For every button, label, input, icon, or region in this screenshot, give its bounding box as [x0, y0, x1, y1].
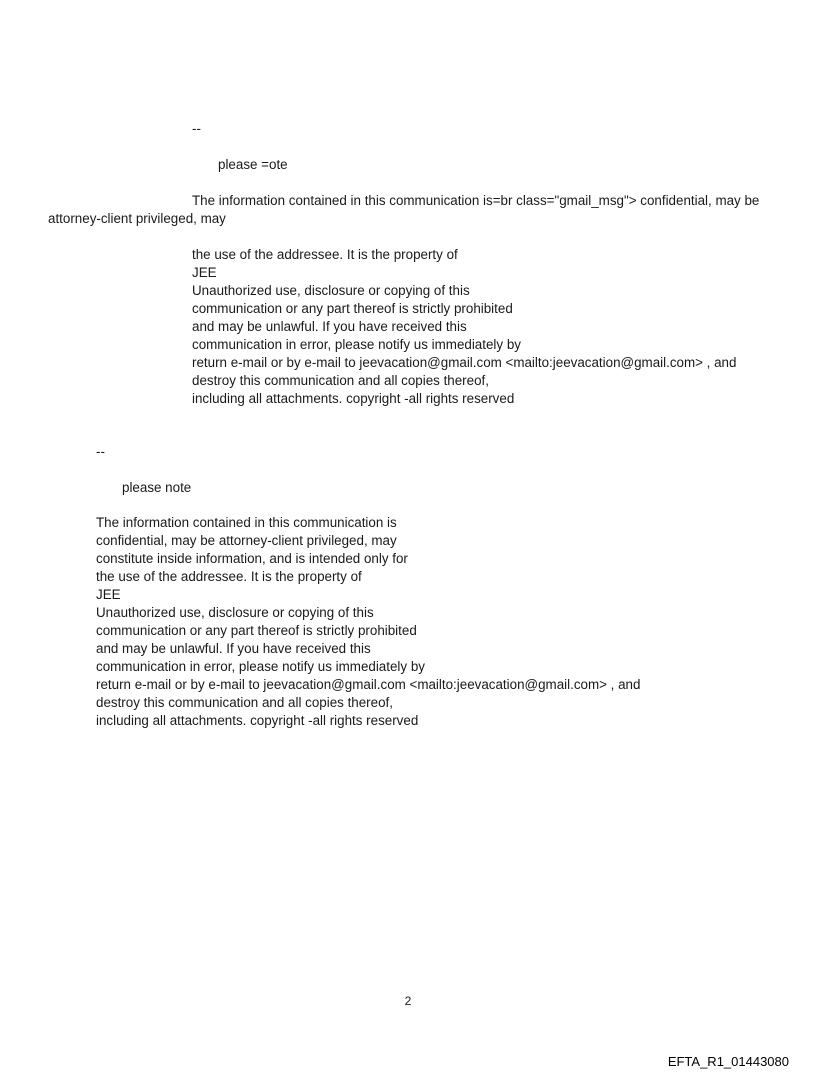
footer-separator: -- [96, 444, 105, 459]
quoted-line: Unauthorized use, disclosure or copying of this [192, 283, 470, 298]
footer-line: return e-mail or by e-mail to jeevacation@gmail.com <mailto:jeevacation@gmail.com> , and [96, 677, 641, 692]
footer-line: the use of the addressee. It is the property of [96, 569, 362, 584]
footer-line: The information contained in this communication is [96, 515, 397, 530]
footer-note-heading: please note [122, 480, 192, 495]
quoted-body [192, 246, 736, 408]
quoted-separator: -- [192, 121, 201, 136]
quoted-note-heading: please =ote [218, 157, 288, 172]
footer-line: Unauthorized use, disclosure or copying of this [96, 605, 374, 620]
quoted-line: communication or any part thereof is strictly prohibited [192, 301, 513, 316]
quoted-line: destroy this communication and all copies thereof, [192, 373, 489, 388]
footer-line: including all attachments. copyright -all rights reserved [96, 713, 419, 728]
quoted-line: and may be unlawful. If you have received this [192, 319, 467, 334]
document-id: EFTA_R1_01443080 [667, 1054, 789, 1069]
footer-body [96, 514, 640, 730]
footer-line: constitute inside information, and is intended only for [96, 551, 408, 566]
quoted-line: JEE [192, 265, 217, 280]
footer-line: confidential, may be attorney-client privileged, may [96, 533, 397, 548]
page-number: 2 [404, 994, 412, 1008]
quoted-line: the use of the addressee. It is the property of [192, 247, 458, 262]
quoted-line: communication in error, please notify us immediately by [192, 337, 521, 352]
footer-line: communication or any part thereof is strictly prohibited [96, 623, 417, 638]
quoted-line: including all attachments. copyright -all rights reserved [192, 391, 515, 406]
footer-line: and may be unlawful. If you have received this [96, 641, 371, 656]
footer-line: destroy this communication and all copies thereof, [96, 695, 393, 710]
footer-line: communication in error, please notify us immediately by [96, 659, 425, 674]
quoted-first-line: The information contained in this communication is=br class="gmail_msg"> confidential, may be [192, 193, 760, 208]
quoted-wrap-line: attorney-client privileged, may [48, 211, 226, 226]
quoted-line: return e-mail or by e-mail to jeevacation@gmail.com <mailto:jeevacation@gmail.com> , and [192, 355, 737, 370]
footer-line: JEE [96, 587, 121, 602]
